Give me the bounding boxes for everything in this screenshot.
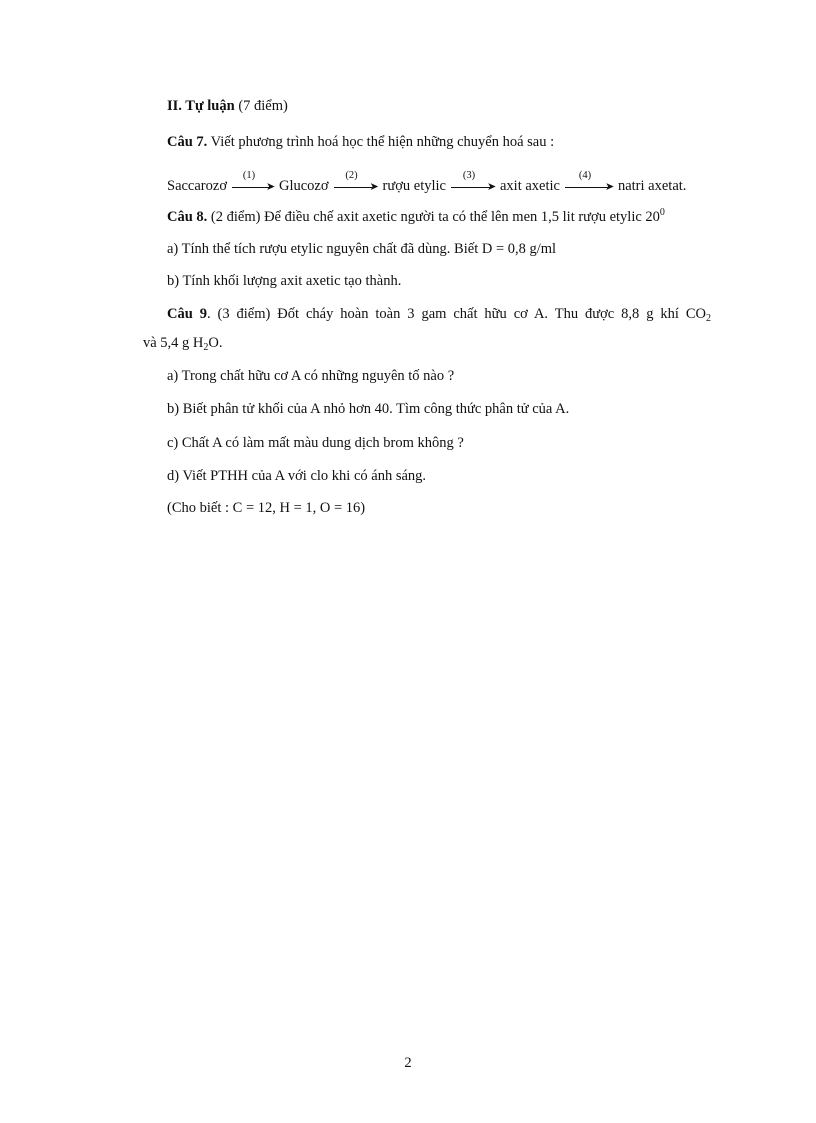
question-7 [167,133,554,151]
arrow-head-icon: ➤ [266,181,276,193]
reaction-arrow-3 [451,170,497,195]
reaction-step-3-label: (3) [462,170,476,181]
reaction-arrow-4 [565,170,615,195]
reaction-chain [167,171,686,195]
question-9-part-b: b) Biết phân tử khối của A nhỏ hơn 40. Tìm công thức phân tử của A. [167,401,570,417]
question-7-label: Câu 7. [167,134,208,150]
atomic-mass-note: (Cho biết : C = 12, H = 1, O = 16) [167,500,366,516]
arrow-shaft [334,187,374,188]
arrow-shaft [232,187,270,188]
species-saccarozo: Saccarozơ [167,178,227,194]
h2o-subscript: 2 [203,342,209,353]
co2-subscript: 2 [706,313,711,324]
section-heading [167,97,288,115]
question-9-line-2-end: O. [208,335,223,351]
question-8-text: (2 điểm) Để điều chế axit axetic người ta có thể lên men 1,5 lit rượu etylic 20 [210,209,660,225]
reaction-step-1-label: (1) [242,170,256,181]
reaction-step-2-label: (2) [345,170,358,181]
question-8-part-b: b) Tính khối lượng axit axetic tạo thành. [167,273,402,289]
question-8 [167,208,665,226]
species-glucozo: Glucozơ [279,178,329,194]
section-title: II. Tự luận [167,98,235,114]
species-natri-axetat: natri axetat. [617,178,687,194]
species-axit-axetic: axit axetic [499,178,560,194]
page-number: 2 [404,1055,412,1071]
question-9-line-2-start: và 5,4 g H [143,335,204,351]
arrow-head-icon: ➤ [486,181,497,193]
question-9-part-d: d) Viết PTHH của A với clo khi có ánh sáng. [167,468,427,484]
arrow-shaft [565,187,609,188]
question-9-line-2 [143,334,223,352]
section-points: (7 điểm) [238,98,288,114]
question-9 [167,305,711,323]
degree-superscript: 0 [659,207,665,218]
question-9-text: . (3 điểm) Đốt cháy hoàn toàn 3 gam chất hữu cơ A. Thu được 8,8 g khí CO [206,306,706,322]
question-7-text: Viết phương trình hoá học thể hiện những chuyển hoá sau : [210,134,555,150]
question-8-label: Câu 8. [167,209,208,225]
reaction-step-4-label: (4) [578,170,592,181]
question-9-part-a: a) Trong chất hữu cơ A có những nguyên tố nào ? [167,368,455,384]
species-ruou-etylic: rượu etylic [382,178,446,194]
question-9-part-c: c) Chất A có làm mất màu dung dịch brom không ? [167,435,464,451]
reaction-arrow-2 [334,170,379,195]
arrow-head-icon: ➤ [604,181,615,193]
question-8-part-a: a) Tính thể tích rượu etylic nguyên chất đã dùng. Biết D = 0,8 g/ml [167,241,557,257]
question-9-label: Câu 9 [167,306,207,322]
arrow-shaft [451,187,491,188]
reaction-arrow-1 [232,170,276,195]
arrow-head-icon: ➤ [369,181,379,193]
